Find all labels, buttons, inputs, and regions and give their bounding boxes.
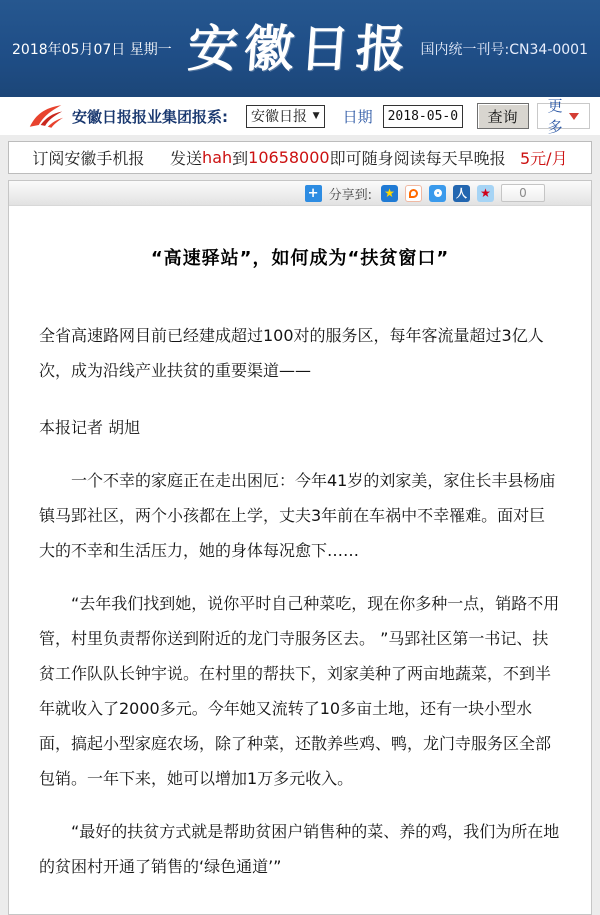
subscribe-text-3: 到 [232, 149, 249, 168]
date-label: 日期 [342, 107, 373, 126]
article-paragraph: 一个不幸的家庭正在走出困厄：今年41岁的刘家美，家住长丰县杨庙镇马郢社区，两个小孩都在上学，丈夫3年前在车祸中不幸罹难。面对巨大的不幸和生活压力，她的身体每况愈下…… [39, 471, 556, 560]
subscribe-number: 10658000 [248, 148, 330, 167]
banner-date: 2018年05月07日 星期一 [12, 41, 172, 58]
article-container [8, 180, 592, 915]
sina-eye-glyph [409, 189, 418, 198]
paper-toolbar [0, 97, 600, 135]
more-label: 更多 [547, 97, 563, 136]
search-button[interactable]: 查询 [477, 103, 529, 129]
article-title: “高速驿站”，如何成为“扶贫窗口” [150, 248, 450, 269]
masthead-logo: 安徽日报 [185, 18, 415, 78]
tencent-weibo-icon[interactable] [429, 185, 446, 202]
date-input[interactable] [383, 105, 463, 128]
share-expand-icon[interactable]: + [305, 185, 322, 202]
share-label: 分享到: [328, 187, 372, 203]
subscribe-text-2: 发送 [170, 149, 203, 168]
issue-number: 国内统一刊号:CN34-0001 [420, 41, 588, 58]
paper-select-value: 安徽日报 [251, 109, 307, 125]
top-banner [0, 0, 600, 97]
renren-icon[interactable]: 人 [453, 185, 470, 202]
triangle-down-icon [569, 113, 579, 120]
article-body [9, 206, 591, 914]
sina-weibo-icon[interactable] [405, 185, 422, 202]
share-bar [9, 181, 591, 206]
subscribe-price: 5元/月 [520, 149, 568, 168]
article-byline: 本报记者 胡旭 [39, 418, 141, 437]
article-paragraph: “去年我们找到她，说你平时自己种菜吃，现在你多种一点，销路不用管，村里负责帮你送到附近的龙门寺服务区去。 ”马郢社区第一书记、扶贫工作队队长钟宇说。在村里的帮扶下，刘家美种了两亩地蔬菜，不到半年就收入了2000多元。今年她又流转了10多亩土地，还有一块小型水面，搞起小型家庭农场，除了种菜，还散养些鸡、鸭，龙门寺服务区全部包销。一年下来，她可以增加1万多元收入。 [39, 594, 560, 788]
tencent-ring-glyph [434, 189, 442, 197]
group-series-label: 安徽日报报业集团报系: [72, 107, 228, 126]
subscribe-strip-wrap [0, 135, 600, 178]
article-paragraph: “最好的扶贫方式就是帮助贫困户销售种的菜、养的鸡，我们为所在地的贫困村开通了销售的‘绿色通道’” [39, 822, 560, 876]
qzone-icon[interactable]: ★ [381, 185, 398, 202]
chevron-down-icon: ▼ [312, 111, 320, 121]
paper-select[interactable] [246, 105, 325, 128]
people-weibo-icon[interactable]: ★ [477, 185, 494, 202]
article-lead: 全省高速路网目前已经建成超过100对的服务区，每年客流量超过3亿人次，成为沿线产业扶贫的重要渠道—— [39, 326, 544, 380]
group-logo-icon [28, 103, 64, 129]
share-count[interactable]: 0 [501, 184, 545, 202]
subscribe-banner [8, 141, 592, 174]
more-button[interactable] [537, 97, 590, 136]
subscribe-code: hah [202, 148, 233, 167]
subscribe-text-4: 即可随身阅读每天早晚报 [329, 149, 506, 168]
subscribe-text-1: 订阅安徽手机报 [32, 149, 145, 168]
